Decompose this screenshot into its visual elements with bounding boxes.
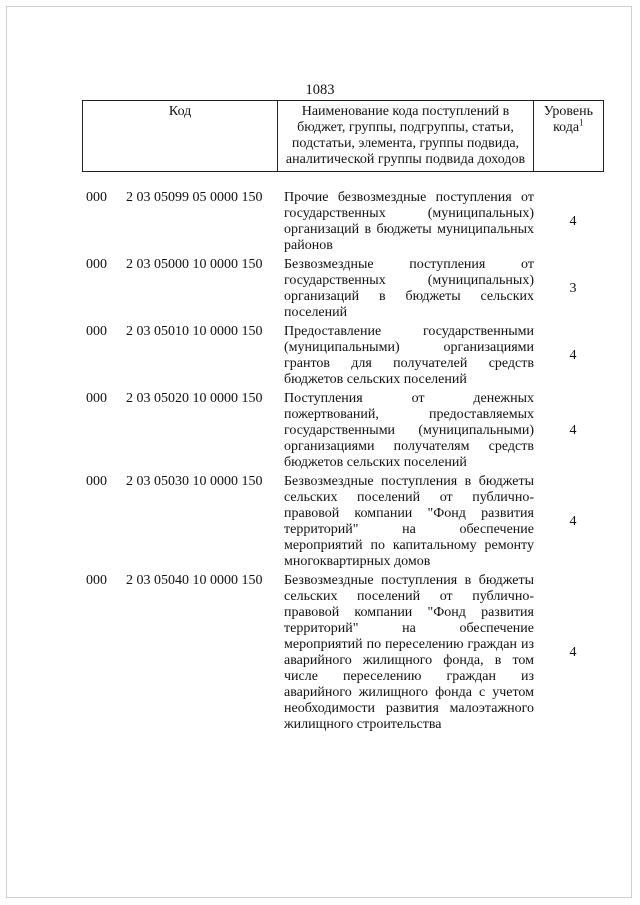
admin-code: 000 — [86, 573, 107, 588]
table-row — [86, 324, 604, 388]
table-row — [86, 474, 604, 570]
table-row — [86, 573, 604, 733]
income-code: 2 03 05030 10 0000 150 — [126, 474, 263, 489]
admin-code: 000 — [86, 324, 107, 339]
code-level: 4 — [569, 423, 577, 438]
table-header — [82, 100, 604, 172]
income-name: Предоставление государственными (муниципальными) организациями грантов для получателей средств бюджетов сельских поселений — [284, 324, 534, 387]
income-code: 2 03 05099 05 0000 150 — [126, 190, 263, 205]
table-row — [86, 190, 604, 254]
code-level: 4 — [569, 348, 577, 363]
header-code: Код — [83, 101, 278, 172]
table-row — [86, 257, 604, 321]
income-code: 2 03 05000 10 0000 150 — [126, 257, 263, 272]
income-code: 2 03 05010 10 0000 150 — [126, 324, 263, 339]
income-name: Безвозмездные поступления в бюджеты сельских поселений от публично-правовой компании "Фонд развития территорий" на обеспечение мероприятий по переселению граждан из аварийного жилищного фонда, в том числе переселению граждан из аварийного жилищного фонда с учетом необходимости развития малоэтажного жилищного строительства — [284, 573, 534, 732]
code-level: 3 — [569, 281, 577, 296]
income-name: Поступления от денежных пожертвований, предоставляемых государственными (муниципальными) организациями получателям средств бюджетов сельских поселений — [284, 391, 534, 470]
admin-code: 000 — [86, 391, 107, 406]
income-name: Безвозмездные поступления от государственных (муниципальных) организаций в бюджеты сельских поселений — [284, 257, 534, 320]
code-level: 4 — [569, 214, 577, 229]
header-level-label: Уровень кода — [543, 104, 594, 135]
income-code: 2 03 05040 10 0000 150 — [126, 573, 263, 588]
admin-code: 000 — [86, 257, 107, 272]
code-level: 4 — [569, 514, 577, 529]
income-name: Безвозмездные поступления в бюджеты сельских поселений от публично-правовой компании "Фонд развития территорий" на обеспечение мероприятий по капитальному ремонту многоквартирных домов — [284, 474, 534, 569]
admin-code: 000 — [86, 190, 107, 205]
page-number: 1083 — [305, 82, 335, 98]
table-body — [86, 190, 604, 736]
table-row — [86, 391, 604, 471]
admin-code: 000 — [86, 474, 107, 489]
footnote-marker: 1 — [579, 117, 584, 128]
income-code: 2 03 05020 10 0000 150 — [126, 391, 263, 406]
code-level: 4 — [569, 645, 577, 660]
header-level — [533, 101, 603, 172]
income-name: Прочие безвозмездные поступления от государственных (муниципальных) организаций в бюджеты муниципальных районов — [284, 190, 534, 253]
header-name: Наименование кода поступлений в бюджет, группы, подгруппы, статьи, подстатьи, элемента, группы подвида, аналитической группы подвида доходов — [278, 101, 534, 172]
